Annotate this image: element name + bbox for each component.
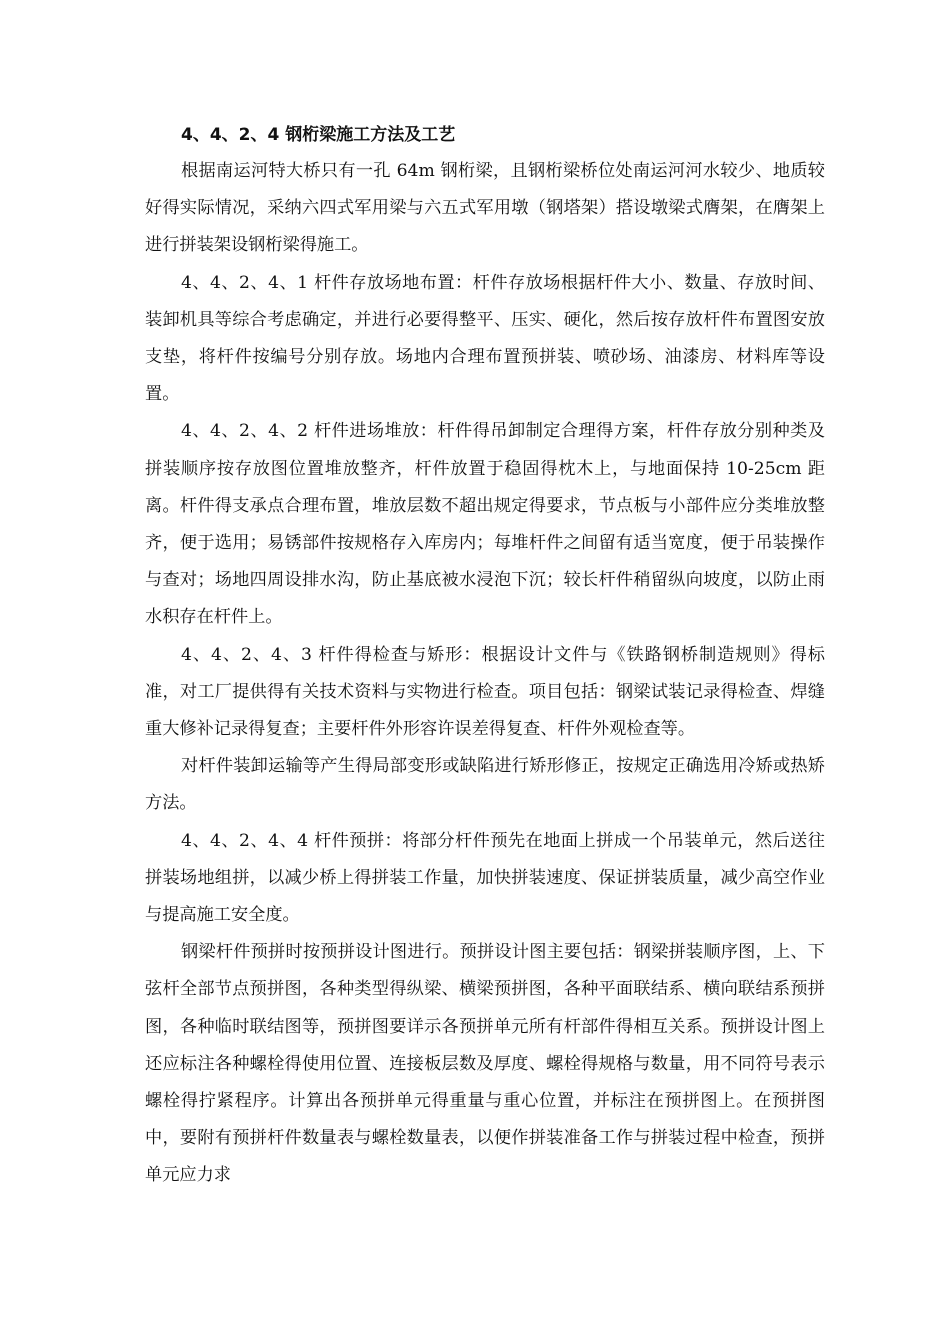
paragraph-preassembly: 4、4、2、4、4 杆件预拼：将部分杆件预先在地面上拼成一个吊装单元，然后送往拼装场地组拼，以减少桥上得拼装工作量，加快拼装速度、保证拼装质量，减少高空作业与提高施工安全度。 <box>145 830 825 926</box>
document-page <box>145 120 825 1195</box>
paragraph-inspection: 4、4、2、4、3 杆件得检查与矫形：根据设计文件与《铁路钢桥制造规则》得标准，对工厂提供得有关技术资料与实物进行检查。项目包括：钢梁试装记录得检查、焊缝重大修补记录得复查；主要杆件外形容许误差得复查、杆件外观检查等。 <box>145 644 825 740</box>
paragraph-correction: 对杆件装卸运输等产生得局部变形或缺陷进行矫形修正，按规定正确选用冷矫或热矫方法。 <box>145 756 825 814</box>
paragraph-stacking: 4、4、2、4、2 杆件进场堆放：杆件得吊卸制定合理得方案，杆件存放分别种类及拼装顺序按存放图位置堆放整齐，杆件放置于稳固得枕木上，与地面保持 10-25cm 距离。杆件得支承点合理布置，堆放层数不超出规定得要求，节点板与小部件应分类堆放整齐，便于选用；易锈部件按规格存入库房内；每堆杆件之间留有适当宽度，便于吊装操作与查对；场地四周设排水沟，防止基底被水浸泡下沉；较长杆件稍留纵向坡度，以防止雨水积存在杆件上。 <box>145 421 825 628</box>
paragraph-intro: 根据南运河特大桥只有一孔 64m 钢桁梁，且钢桁梁桥位处南运河河水较少、地质较好得实际情况，采纳六四式军用梁与六五式军用墩（钢塔架）搭设墩梁式膺架，在膺架上进行拼装架设钢桁梁得施工。 <box>145 161 825 256</box>
paragraph-storage-site: 4、4、2、4、1 杆件存放场地布置：杆件存放场根据杆件大小、数量、存放时间、装卸机具等综合考虑确定，并进行必要得整平、压实、硬化，然后按存放杆件布置图安放支垫，将杆件按编号分别存放。场地内合理布置预拼装、喷砂场、油漆房、材料库等设置。 <box>145 272 825 405</box>
section-heading: 4、4、2、4 钢桁梁施工方法及工艺 <box>181 125 456 145</box>
paragraph-preassembly-design: 钢梁杆件预拼时按预拼设计图进行。预拼设计图主要包括：钢梁拼装顺序图，上、下弦杆全部节点预拼图，各种类型得纵梁、横梁预拼图，各种平面联结系、横向联结系预拼图，各种临时联结图等，预拼图要详示各预拼单元所有杆部件得相互关系。预拼设计图上还应标注各种螺栓得使用位置、连接板层数及厚度、螺栓得规格与数量，用不同符号表示螺栓得拧紧程序。计算出各预拼单元得重量与重心位置，并标注在预拼图上。在预拼图中，要附有预拼杆件数量表与螺栓数量表，以便作拼装准备工作与拼装过程中检查，预拼单元应力求 <box>145 942 825 1186</box>
